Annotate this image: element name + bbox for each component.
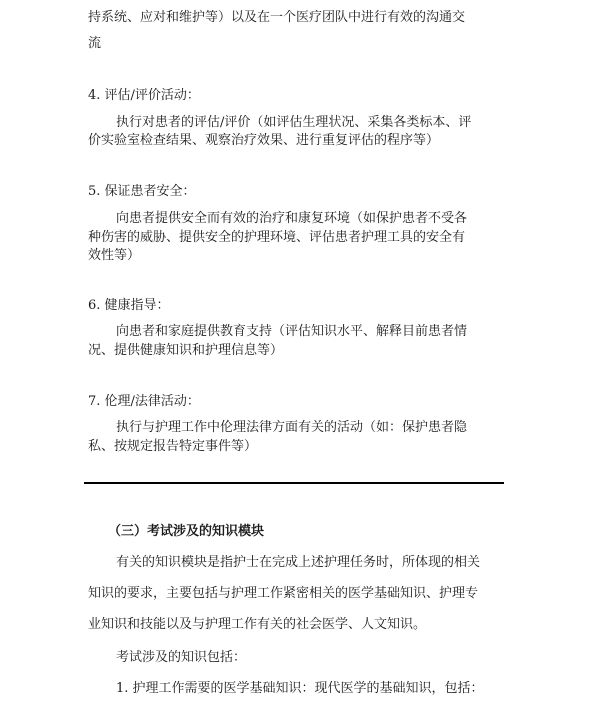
item-7-title: 7. 伦理/法律活动： [88, 394, 200, 409]
section-3-intro: 考试涉及的知识包括： [116, 650, 247, 665]
continuation-line-1: 持系统、应对和维护等）以及在一个医疗团队中进行有效的沟通交 [88, 10, 466, 25]
section-3-para-line-2: 知识的要求，主要包括与护理工作紧密相关的医学基础知识、护理专 [88, 586, 479, 601]
section-divider [84, 482, 504, 484]
item-5-line-1: 向患者提供安全而有效的治疗和康复环境（如保护患者不受各 [116, 211, 468, 226]
section-3-item-1: 1. 护理工作需要的医学基础知识：现代医学的基础知识，包括： [116, 681, 484, 696]
item-6-title: 6. 健康指导： [88, 298, 170, 313]
item-7-line-2: 私、按规定报告特定事件等） [88, 439, 258, 454]
item-5-title: 5. 保证患者安全： [88, 184, 196, 199]
item-5-line-3: 效性等） [88, 248, 141, 263]
item-7-line-1: 执行与护理工作中伦理法律方面有关的活动（如：保护患者隐 [116, 420, 468, 435]
item-6-line-2: 况、提供健康知识和护理信息等） [88, 343, 284, 358]
item-5-line-2: 种伤害的威胁、提供安全的护理环境、评估患者护理工具的安全有 [88, 230, 466, 245]
section-3-para-line-1: 有关的知识模块是指护士在完成上述护理任务时，所体现的相关 [116, 555, 481, 570]
item-4-line-2: 价实验室检查结果、观察治疗效果、进行重复评估的程序等） [88, 133, 440, 148]
section-3-heading: （三）考试涉及的知识模块 [108, 524, 265, 539]
section-3-para-line-3: 业知识和技能以及与护理工作有关的社会医学、人文知识。 [88, 617, 427, 632]
item-6-line-1: 向患者和家庭提供教育支持（评估知识水平、解释目前患者情 [116, 324, 468, 339]
continuation-line-2: 流 [88, 36, 102, 51]
item-4-title: 4. 评估/评价活动： [88, 88, 200, 103]
item-4-line-1: 执行对患者的评估/评价（如评估生理状况、采集各类标本、评 [116, 115, 472, 130]
